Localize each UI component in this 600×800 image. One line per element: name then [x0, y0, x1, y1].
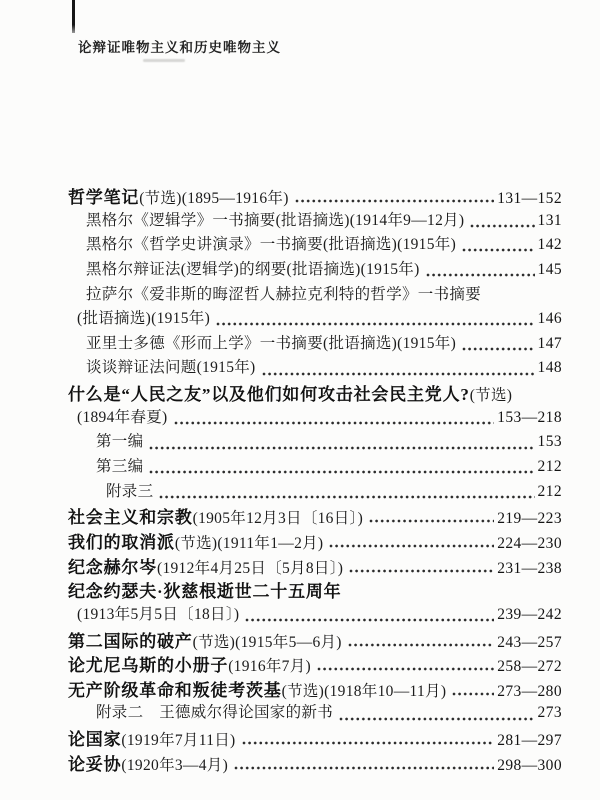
toc-entry — [0, 454, 562, 479]
toc-title-detail: (节选)(1918年10—11月) — [281, 682, 447, 700]
toc-entry — [0, 479, 562, 504]
toc-entry-title — [96, 454, 143, 476]
dot-leader — [348, 643, 494, 647]
page-number: 224—230 — [497, 534, 562, 552]
dot-leader — [245, 618, 494, 622]
dot-leader — [339, 717, 535, 721]
page-number: 219—223 — [497, 510, 562, 528]
toc-entry — [0, 676, 562, 701]
dot-leader — [149, 446, 534, 450]
dot-leader — [470, 224, 534, 228]
table-of-contents — [0, 183, 600, 774]
page-number: 147 — [537, 334, 562, 352]
dot-leader — [462, 248, 534, 252]
toc-entry — [0, 602, 562, 627]
toc-entry — [0, 651, 562, 676]
toc-entry — [0, 405, 562, 430]
page-number: 131 — [537, 211, 562, 229]
toc-entry-title — [68, 380, 512, 405]
page-number: 153—218 — [497, 408, 562, 426]
page-number: 153 — [537, 433, 562, 451]
toc-entry-title — [96, 700, 333, 722]
toc-entry-title — [96, 429, 143, 451]
toc-entry — [0, 503, 562, 528]
toc-title-detail: 亚里士多德《形而上学》一书摘要(批语摘选)(1915年) — [86, 334, 457, 352]
page-number: 231—238 — [497, 559, 562, 577]
toc-entry-title — [86, 208, 464, 230]
toc-title-text: 论妥协 — [68, 754, 122, 774]
toc-entry-title — [68, 627, 342, 652]
page-number: 273—280 — [497, 682, 562, 700]
toc-title-detail: (1920年3—4月) — [121, 756, 229, 774]
toc-entry — [0, 553, 562, 578]
toc-entry-title — [106, 479, 153, 501]
page-number: 142 — [537, 236, 562, 254]
dot-leader — [234, 766, 494, 770]
dot-leader — [262, 372, 535, 376]
toc-entry-title — [68, 553, 343, 578]
toc-entry — [0, 725, 562, 750]
toc-entry-title — [68, 651, 311, 676]
toc-title-text: 社会主义和宗教 — [68, 508, 193, 528]
toc-title-text: 第二国际的破产 — [68, 631, 193, 651]
toc-title-text: 论国家 — [68, 730, 122, 750]
toc-title-detail: 黑格尔《逻辑学》一书摘要(批语摘选)(1914年9—12月) — [86, 211, 465, 229]
toc-entry — [0, 183, 562, 208]
toc-entry-title — [77, 602, 239, 624]
page-number: 258—272 — [497, 658, 562, 676]
toc-entry — [0, 282, 562, 307]
toc-title-detail: (节选)(1911年1—2月) — [174, 534, 324, 552]
toc-entry — [0, 528, 562, 553]
page-number: 243—257 — [497, 633, 562, 651]
toc-entry — [0, 750, 562, 775]
toc-title-detail: (节选)(1895—1916年) — [139, 190, 289, 207]
dot-leader — [317, 667, 494, 671]
toc-entry-title — [86, 355, 256, 377]
toc-entry-title — [77, 405, 168, 427]
toc-title-detail: 拉萨尔《爱非斯的晦涩哲人赫拉克利特的哲学》一书摘要 — [86, 285, 482, 303]
toc-entry-title — [86, 331, 456, 353]
toc-entry-title — [68, 528, 323, 553]
toc-entry-title — [68, 577, 341, 602]
toc-title-detail: 附录二 王德威尔得论国家的新书 — [96, 704, 334, 722]
toc-entry — [0, 380, 562, 405]
toc-entry — [0, 429, 562, 454]
dot-leader — [216, 322, 535, 326]
page-number: 298—300 — [497, 756, 562, 774]
toc-title-text: 我们的取消派 — [68, 532, 175, 552]
toc-title-detail: 黑格尔《哲学史讲演录》一书摘要(批语摘选)(1915年) — [86, 236, 457, 254]
page-number: 146 — [537, 310, 562, 328]
toc-title-detail: 谈谈辩证法问题(1915年) — [86, 359, 256, 377]
scan-artifact — [143, 59, 185, 62]
toc-title-text: 纪念约瑟夫·狄慈根逝世二十五周年 — [68, 582, 342, 602]
dot-leader — [462, 347, 534, 351]
page-number: 212 — [537, 482, 562, 500]
toc-entry-title — [68, 750, 228, 775]
toc-entry — [0, 627, 562, 652]
toc-title-detail: (1894年春夏) — [77, 408, 168, 426]
toc-title-text: 什么是“人民之友”以及他们如何攻击社会民主党人? — [68, 385, 470, 405]
toc-title-text: 纪念赫尔岑 — [68, 557, 157, 577]
toc-title-detail: (1916年7月) — [228, 658, 311, 676]
toc-title-detail: (1913年5月5日〔18日〕) — [77, 605, 240, 623]
toc-entry — [0, 257, 562, 282]
toc-entry — [0, 700, 562, 725]
toc-entry-title — [86, 282, 481, 304]
page-number: 131—152 — [497, 190, 562, 207]
dot-leader — [159, 495, 534, 499]
dot-leader — [369, 519, 494, 523]
page-number: 145 — [537, 260, 562, 278]
toc-title-detail: 第一编 — [96, 433, 144, 451]
toc-entry-title — [77, 306, 210, 328]
toc-title-detail: 第三编 — [96, 458, 144, 476]
toc-entry-title — [68, 503, 363, 528]
toc-title-detail: (1905年12月3日〔16日〕) — [192, 510, 364, 528]
toc-entry — [0, 232, 562, 257]
toc-entry-title — [68, 676, 446, 701]
page-number: 239—242 — [497, 605, 562, 623]
toc-entry — [0, 577, 562, 602]
toc-title-detail: (1919年7月11日) — [121, 732, 236, 750]
dot-leader — [174, 421, 495, 425]
page-number: 212 — [537, 458, 562, 476]
dot-leader — [349, 569, 494, 573]
page-number: 148 — [537, 359, 562, 377]
toc-entry-title — [86, 257, 420, 279]
toc-entry — [0, 331, 562, 356]
dot-leader — [149, 470, 534, 474]
toc-entry — [0, 355, 562, 380]
toc-title-text: 哲学笔记 — [68, 188, 140, 207]
page-number: 273 — [537, 704, 562, 722]
dot-leader — [452, 692, 494, 696]
toc-title-text: 论尤尼乌斯的小册子 — [68, 656, 229, 676]
dot-leader — [242, 741, 495, 745]
toc-title-text: 无产阶级革命和叛徒考茨基 — [68, 680, 282, 700]
toc-entry — [0, 306, 562, 331]
toc-title-detail: (批语摘选)(1915年) — [77, 310, 211, 328]
dot-leader — [426, 273, 535, 277]
page-edge-mark — [72, 0, 75, 33]
running-head-title: 论辩证唯物主义和历史唯物主义 — [78, 40, 281, 55]
toc-entry-title — [86, 232, 456, 254]
page-number: 281—297 — [497, 732, 562, 750]
toc-title-detail: 附录三 — [106, 482, 154, 500]
dot-leader — [295, 199, 495, 203]
toc-entry — [0, 208, 562, 233]
toc-title-detail: (节选) — [469, 387, 513, 405]
toc-title-detail: (节选)(1915年5—6月) — [192, 633, 342, 651]
toc-title-detail: 黑格尔辩证法(逻辑学)的纲要(批语摘选)(1915年) — [86, 260, 420, 278]
toc-title-detail: (1912年4月25日〔5月8日〕) — [157, 559, 344, 577]
dot-leader — [329, 544, 494, 548]
toc-entry-title — [68, 725, 236, 750]
toc-entry-title — [68, 183, 289, 208]
